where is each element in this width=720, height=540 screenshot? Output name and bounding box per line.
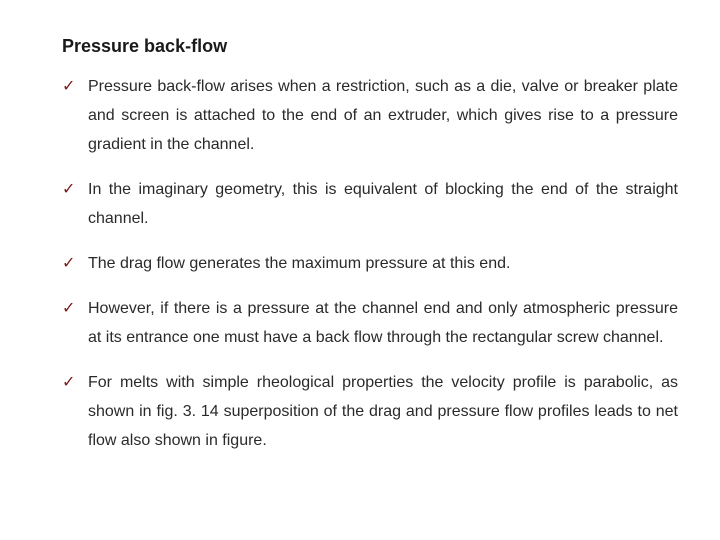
checkmark-icon: ✓ xyxy=(62,78,76,95)
bullet-item xyxy=(62,249,678,278)
checkmark-icon: ✓ xyxy=(62,374,76,391)
checkmark-icon: ✓ xyxy=(62,181,76,198)
bullet-list xyxy=(62,72,678,471)
bullet-item xyxy=(62,72,678,159)
checkmark-icon: ✓ xyxy=(62,300,76,317)
slide-title: Pressure back-flow xyxy=(62,36,228,56)
bullet-text: In the imaginary geometry, this is equivalent of blocking the end of the straight channel. xyxy=(88,181,678,227)
bullet-text: For melts with simple rheological properties the velocity profile is parabolic, as shown in fig. 3. 14 superposition of the drag and pressure flow profiles leads to net flow also shown in figure. xyxy=(88,374,678,449)
bullet-item xyxy=(62,294,678,352)
bullet-text: Pressure back-flow arises when a restriction, such as a die, valve or breaker plate and screen is attached to the end of an extruder, which gives rise to a pressure gradient in the channel. xyxy=(88,78,678,153)
checkmark-icon: ✓ xyxy=(62,255,76,272)
bullet-item xyxy=(62,175,678,233)
bullet-item xyxy=(62,368,678,455)
bullet-text: However, if there is a pressure at the channel end and only atmospheric pressure at its entrance one must have a back flow through the rectangular screw channel. xyxy=(88,300,678,346)
bullet-text: The drag flow generates the maximum pressure at this end. xyxy=(88,255,511,272)
